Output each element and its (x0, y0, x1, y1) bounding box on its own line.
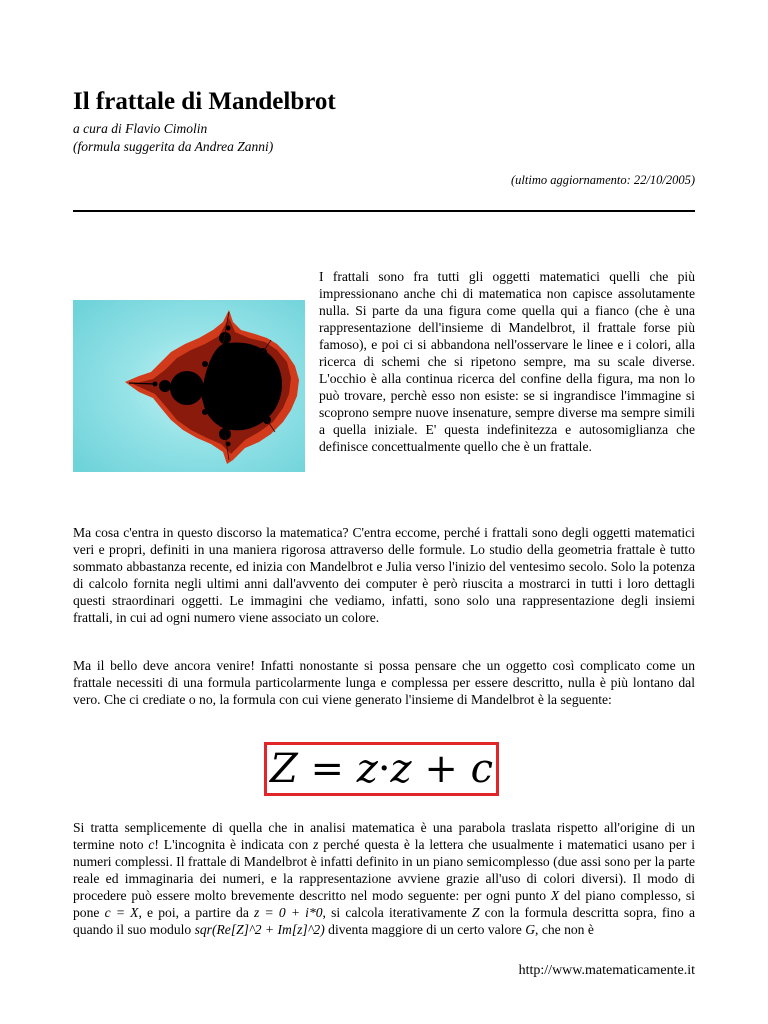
author-credit: a cura di Flavio Cimolin (73, 121, 208, 136)
formula-plus: + (411, 746, 471, 792)
formula-intro-paragraph: Ma il bello deve ancora venire! Infatti nonostante si possa pensare che un oggetto così complicato come un frattale necessiti di una formula particolarmente lunga e complessa per essere descritto, nulla è più lontano dal vero. Che ci crediate o no, la formula con cui viene generato l'insieme di Mandelbrot è la seguente: (73, 658, 695, 707)
header-divider (73, 210, 695, 212)
page-title: Il frattale di Mandelbrot (73, 88, 336, 115)
formula-credit: (formula suggerita da Andrea Zanni) (73, 139, 274, 154)
last-updated: (ultimo aggiornamento: 22/10/2005) (510, 173, 695, 187)
explanation-paragraph: Si tratta semplicemente di quella che in analisi matematica è una parabola traslata rispetto all'origine di un termine noto c! L'incognita è indicata con z perché questa è la lettera che usualmente i matematici usano per i numeri complessi. Il frattale di Mandelbrot è infatti definito in un piano semicomplesso (due assi sono per la parte reale ed immaginaria dei numeri, e la rappresentazione avviene grazie all'uso di colori diversi). Il modo di procedere può essere molto brevemente descritto nel modo seguente: per ogni punto X del piano complesso, si pone c = X, e poi, a partire da z = 0 + i*0, si calcola iterativamente Z con la formula descritta sopra, fino a quando il suo modulo sqr(Re[Z]^2 + Im[z]^2) diventa maggiore di un certo valore G, che non è (73, 820, 695, 937)
formula-equals: = (297, 746, 357, 792)
footer-url[interactable]: http://www.matematicamente.it (518, 963, 695, 978)
fractal-bulb (170, 371, 204, 405)
formula-dot: · (377, 746, 391, 792)
byline (73, 120, 273, 156)
formula-z2: z (390, 746, 412, 792)
math-paragraph: Ma cosa c'entra in questo discorso la matematica? C'entra eccome, perché i frattali sono degli oggetti matematici veri e propri, definiti in una maniera rigorosa attraverso delle formule. Lo studio della geometria frattale è tutto sommato abbastanza recente, ed inizia con Mandelbrot e Julia verso l'inizio del ventesimo secolo. Solo la potenza di calcolo fornita negli ultimi anni dall'avvento dei computer è però riuscita a mostrarci in tutti i loro dettagli questi straordinari oggetti. Le immagini che vediamo, infatti, sono solo una rappresentazione degli insiemi frattali, in cui ad ogni numero viene associato un colore. (73, 525, 695, 625)
formula-c: c (470, 746, 493, 792)
intro-paragraph: I frattali sono fra tutti gli oggetti matematici quelli che più impressionano anche chi di matematica non capisce assolutamente nulla. Si parte da una figura come quella qui a fianco (che è una rappresentazione dell'insieme di Mandelbrot, il frattale forse più famoso), e poi ci si abbandona nell'osservare le linee e i colori, alla ricerca di schemi che si ripetono sempre, ma su scale diverse. L'occhio è alla continua ricerca del confine della figura, ma non lo può trovare, perchè esso non esiste: se si ingrandisce l'immagine si scoprono sempre nuove insenature, sempre diverse ma sempre simili a quella iniziale. E' questa indefinitezza e autosomiglianza che definisce concettualmente quello che è un frattale. (319, 269, 695, 454)
formula-Z: Z (270, 746, 298, 792)
mandelbrot-formula (264, 742, 499, 796)
formula-z1: z (356, 746, 378, 792)
mandelbrot-set-image (73, 300, 305, 472)
